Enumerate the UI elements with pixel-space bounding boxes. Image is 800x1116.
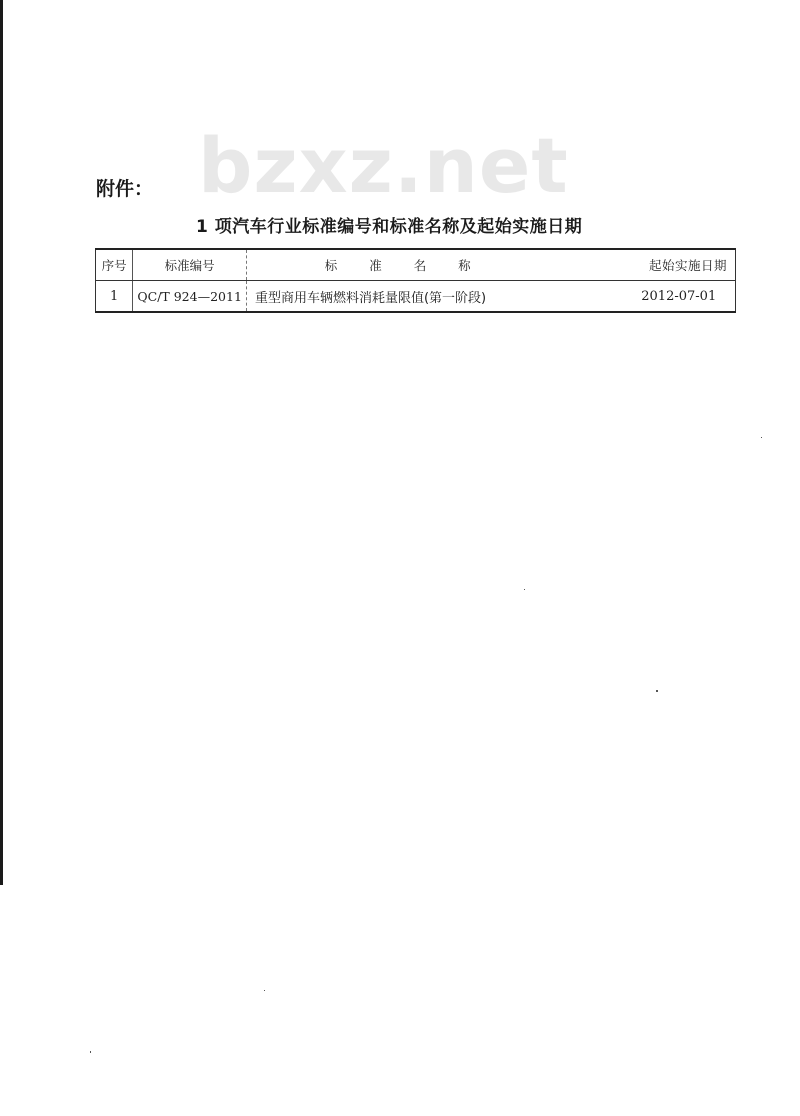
cell-start-date: 2012-07-01 <box>641 288 717 304</box>
watermark: bzxz.net <box>198 121 569 210</box>
scan-speck <box>524 589 525 590</box>
scan-edge <box>0 0 3 885</box>
cell-serial: 1 <box>96 281 133 313</box>
scan-speck <box>90 1051 91 1053</box>
header-serial: 序号 <box>96 249 133 281</box>
scan-speck <box>656 690 658 692</box>
cell-standard-name: 重型商用车辆燃料消耗量限值(第一阶段) <box>254 290 487 306</box>
cell-standard-number: QC/T 924—2011 <box>133 281 247 313</box>
table-row <box>96 281 736 313</box>
table-header-row <box>96 249 736 281</box>
standards-table <box>95 248 736 313</box>
scan-speck <box>264 990 265 991</box>
annex-label: 附件： <box>96 178 154 200</box>
header-standard-name: 标 准 名 称 <box>246 249 622 281</box>
header-standard-number: 标准编号 <box>133 249 247 281</box>
header-start-date: 起始实施日期 <box>623 249 736 281</box>
document-title: 1 项汽车行业标准编号和标准名称及起始实施日期 <box>196 217 583 237</box>
scan-speck <box>761 437 762 438</box>
